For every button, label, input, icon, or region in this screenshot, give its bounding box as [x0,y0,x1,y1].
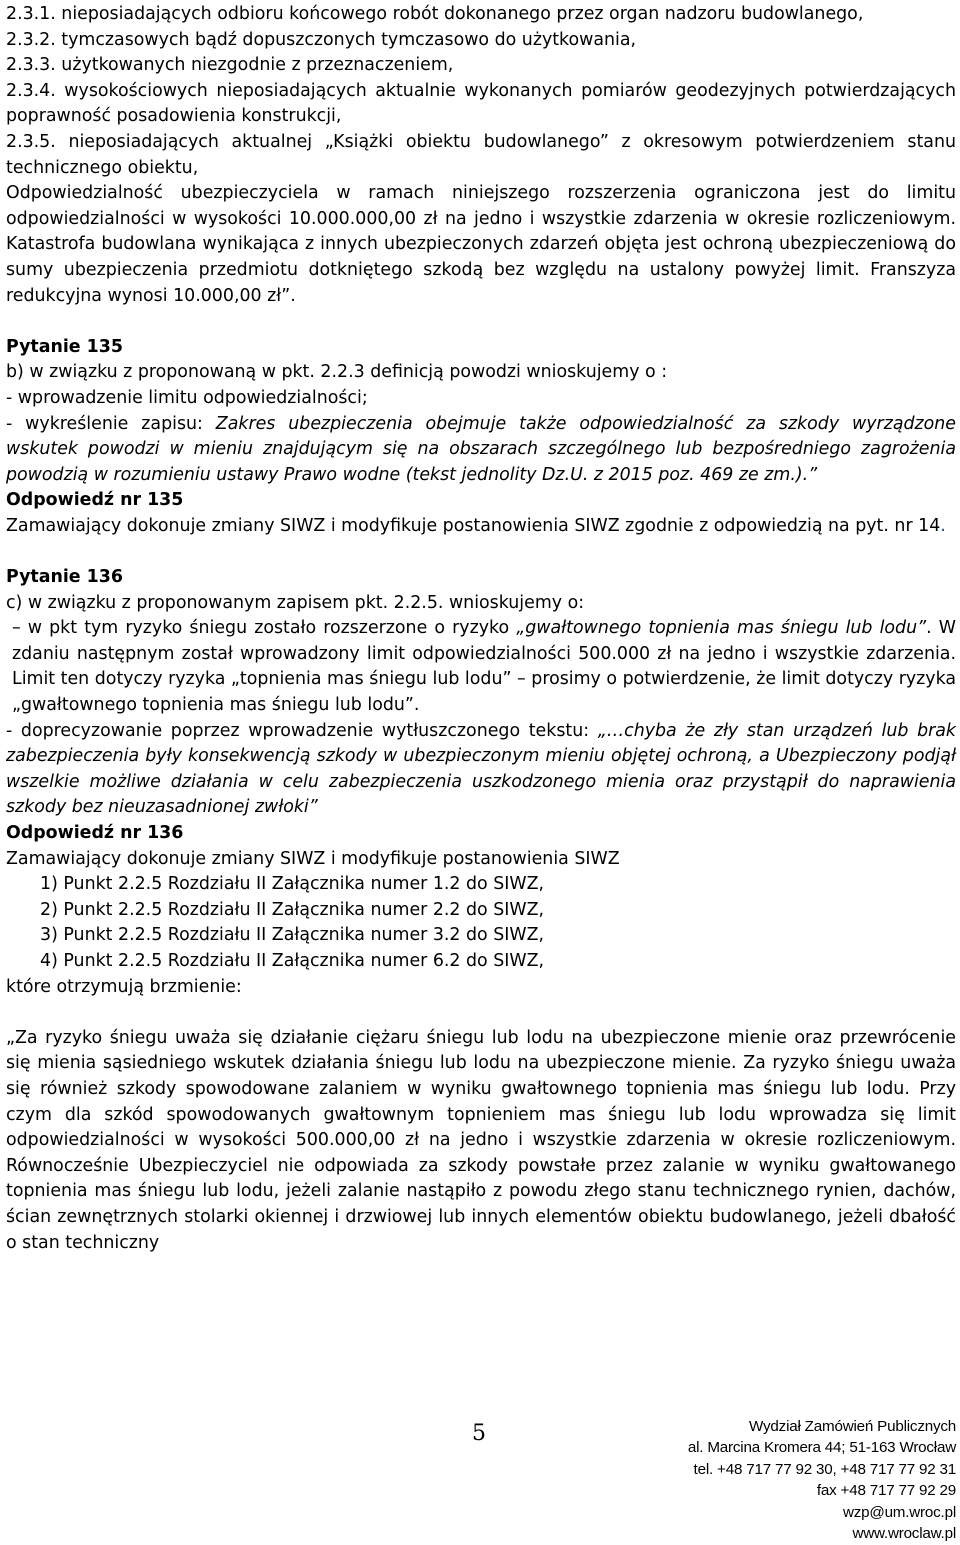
question-item: - wprowadzenie limitu odpowiedzialności; [6,387,368,408]
question-136 [6,565,956,1256]
risk-list [6,2,956,181]
list-item: 1) Punkt 2.2.5 Rozdziału II Załącznika numer 1.2 do SIWZ, [40,874,545,895]
answer-heading: Odpowiedź nr 135 [6,490,184,511]
question-intro: c) w związku z proponowanym zapisem pkt. 2.2.5. wnioskujemy o: [6,592,585,613]
address: al. Marcina Kromera 44; 51-163 Wrocław [687,1439,956,1457]
quoted-clause: „…chyba że zły stan urządzeń lub brak zabezpieczenia były konsekwencją szkody w ubezpieczonym mieniu objętej ochroną, a Ubezpieczony podjął wszelkie możliwe działania w celu zabezpieczenia uszkodzonego mienia oraz przystąpił do naprawienia szkody bez nieuzasadnionej zwłoki” [6,720,957,818]
list-item: 4) Punkt 2.2.5 Rozdziału II Załącznika numer 6.2 do SIWZ, [40,950,545,971]
list-item: 2.3.2. tymczasowych bądź dopuszczonych tymczasowo do użytkowania, [6,29,637,50]
question-item: – w pkt tym ryzyko śniegu zostało rozszerzone o ryzyko „gwałtownego topnienia mas śniegu lub lodu”. W zdaniu następnym został wprowadzony limit odpowiedzialności 500.000 zł na jedno i wszystkie zdarzenia. Limit ten dotyczy ryzyka „topnienia mas śniegu lub lodu” – prosimy o potwierdzenie, że limit dotyczy ryzyka „gwałtownego topnienia mas śniegu lub lodu”. [12,618,956,716]
amended-points-list [6,872,956,974]
phone: tel. +48 717 77 92 30, +48 717 77 92 31 [693,1460,956,1478]
contact-block [688,1416,956,1544]
question-heading: Pytanie 135 [6,336,123,357]
fax: fax +48 717 77 92 29 [816,1482,956,1500]
page-footer [0,1416,960,1545]
question-item: - wykreślenie zapisu: Zakres ubezpieczenia obejmuje także odpowiedzialność za szkody wyrządzone wskutek powodzi w mieniu znajdującym się na obszarach szczególnego lub bezpośredniego zagrożenia powodzią w rozumieniu ustawy Prawo wodne (tekst jednolity Dz.U. z 2015 poz. 469 ze zm.).” [6,413,957,485]
question-heading: Pytanie 136 [6,567,123,588]
answer-text: Zamawiający dokonuje zmiany SIWZ i modyfikuje postanowienia SIWZ zgodnie z odpowiedzią na pyt. nr 14. [6,515,946,536]
list-item: 2.3.1. nieposiadających odbioru końcowego robót dokonanego przez organ nadzoru budowlanego, [6,4,864,24]
list-item: 3) Punkt 2.2.5 Rozdziału II Załącznika numer 3.2 do SIWZ, [40,925,545,946]
question-135 [6,335,956,540]
list-item: 2) Punkt 2.2.5 Rozdziału II Załącznika numer 2.2 do SIWZ, [40,899,545,920]
department-name: Wydział Zamówień Publicznych [749,1418,956,1435]
document-page [6,2,956,1256]
limit-paragraph: Odpowiedzialność ubezpieczyciela w ramach niniejszego rozszerzenia ograniczona jest do limitu odpowiedzialności w wysokości 10.000.000,00 zł na jedno i wszystkie zdarzenia w okresie rozliczeniowym. Katastrofa budowlana wynikająca z innych ubezpieczonych zdarzeń objęta jest ochroną ubezpieczeniową do sumy ubezpieczenia przedmiotu dotkniętego szkodą bez względu na ustalony powyżej limit. Franszyza redukcyjna wynosi 10.000,00 zł”. [6,183,956,306]
question-intro: b) w związku z proponowaną w pkt. 2.2.3 definicją powodzi wnioskujemy o : [6,362,668,383]
list-item: 2.3.5. nieposiadających aktualnej „Książki obiektu budowlanego” z okresowym potwierdzeniem stanu technicznego obiektu, [6,131,956,178]
quoted-clause: Zakres ubezpieczenia obejmuje także odpowiedzialność za szkody wyrządzone wskutek powodzi w mieniu znajdującym się na obszarach szczególnego lub bezpośredniego zagrożenia powodzią w rozumieniu ustawy Prawo wodne (tekst jednolity Dz.U. z 2015 poz. 469 ze zm.).” [6,413,957,485]
list-item: 2.3.4. wysokościowych nieposiadających aktualnie wykonanych pomiarów geodezyjnych potwierdzających poprawność posadowienia konstrukcji, [6,80,956,127]
after-points-text: które otrzymują brzmienie: [6,976,242,997]
answer-text: Zamawiający dokonuje zmiany SIWZ i modyfikuje postanowienia SIWZ [6,848,620,869]
list-item: 2.3.3. użytkowanych niezgodnie z przeznaczeniem, [6,55,454,76]
website-link[interactable]: www.wroclaw.pl [852,1525,956,1543]
quoted-provision: „Za ryzyko śniegu uważa się działanie ciężaru śniegu lub lodu na ubezpieczone mienie oraz przewrócenie się mienia sąsiedniego wskutek działania śniegu lub lodu na ubezpieczone mienie. Za ryzyko śniegu uważa się również szkody spowodowane zalaniem w wyniku gwałtownego topnienia mas śniegu lub lodu. Przy czym dla szkód spowodowanych gwałtownym topnieniem mas śniegu lub lodu wprowadza się limit odpowiedzialności w wysokości 500.000,00 zł na jedno i wszystkie zdarzenia w okresie rozliczeniowym. Równocześnie Ubezpieczyciel nie odpowiada za szkody powstałe przez zalanie w wyniku gwałtowanego topnienia mas śniegu lub lodu, jeżeli zalanie nastąpiło z powodu złego stanu technicznego rynien, dachów, ścian zewnętrznych stolarki okiennej i drzwiowej lub innych elementów obiektu budowlanego, jeżeli dbałość o stan techniczny [6,1027,956,1253]
question-item: - doprecyzowanie poprzez wprowadzenie wytłuszczonego tekstu: „…chyba że zły stan urządzeń lub brak zabezpieczenia były konsekwencją szkody w ubezpieczonym mieniu objętej ochroną, a Ubezpieczony podjął wszelkie możliwe działania w celu zabezpieczenia uszkodzonego mienia oraz przystąpił do naprawienia szkody bez nieuzasadnionej zwłoki” [6,720,957,818]
answer-heading: Odpowiedź nr 136 [6,823,184,843]
page-number: 5 [472,1421,486,1446]
email-link[interactable]: wzp@um.wroc.pl [842,1503,956,1521]
